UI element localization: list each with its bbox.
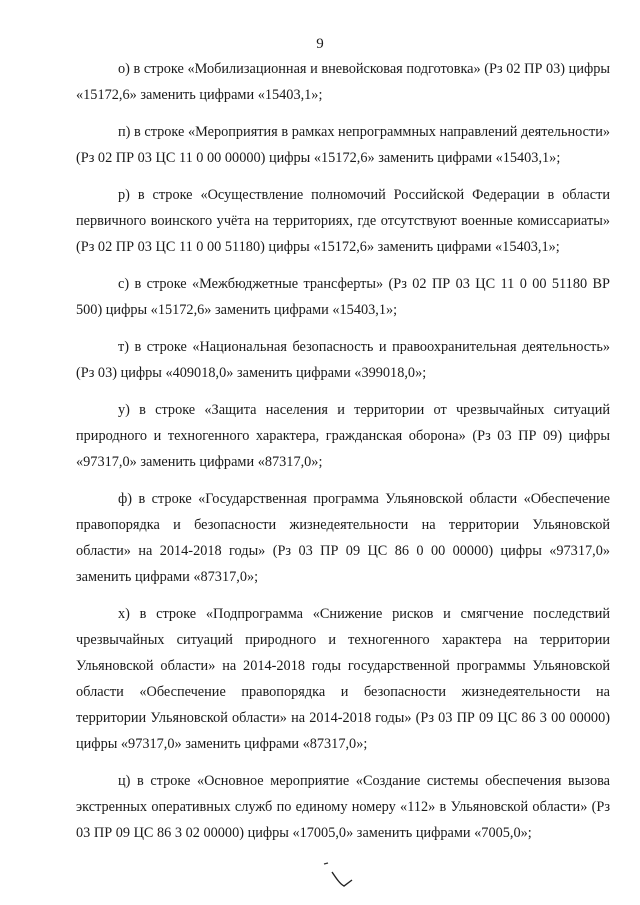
paragraph-t: т) в строке «Национальная безопасность и правоохранительная деятельность» (Рз 03) цифры «409018,0» заменить цифрами «399018,0»; xyxy=(76,339,610,381)
paragraph-u: у) в строке «Защита населения и территории от чрезвычайных ситуаций природного и техногенного характера, гражданская оборона» (Рз 03 ПР 09) цифры «97317,0» заменить цифрами «87317,0»; xyxy=(76,402,610,470)
paragraph-r: р) в строке «Осуществление полномочий Российской Федерации в области первичного воинского учёта на территориях, где отсутствуют военные комиссариаты» (Рз 02 ПР 03 ЦС 11 0 00 51180) цифры «15172,6» заменить цифрами «15403,1»; xyxy=(76,187,610,255)
paragraph-ts: ц) в строке «Основное мероприятие «Создание системы обеспечения вызова экстренных оперативных служб по единому номеру «112» в Ульяновской области» (Рз 03 ПР 09 ЦС 86 3 02 00000) цифры «17005,0» заменить цифрами «7005,0»; xyxy=(76,773,610,841)
paragraph-s: с) в строке «Межбюджетные трансферты» (Рз 02 ПР 03 ЦС 11 0 00 51180 ВР 500) цифры «15172,6» заменить цифрами «15403,1»; xyxy=(76,276,610,318)
paragraph-f: ф) в строке «Государственная программа Ульяновской области «Обеспечение правопорядка и безопасности жизнедеятельности на территории Ульяновской области» на 2014-2018 годы» (Рз 03 ПР 09 ЦС 86 0 00 00000) цифры «97317,0» заменить цифрами «87317,0»; xyxy=(76,491,610,585)
handwritten-mark-icon xyxy=(318,858,358,892)
document-body xyxy=(76,56,610,857)
paragraph-p: п) в строке «Мероприятия в рамках непрограммных направлений деятельности» (Рз 02 ПР 03 ЦС 11 0 00 00000) цифры «15172,6» заменить цифрами «15403,1»; xyxy=(76,124,610,166)
paragraph-kh: х) в строке «Подпрограмма «Снижение рисков и смягчение последствий чрезвычайных ситуаций природного и техногенного характера на территории Ульяновской области» на 2014-2018 годы государственной программы Ульяновской области «Обеспечение правопорядка и безопасности жизнедеятельности на территории Ульяновской области» на 2014-2018 годы» (Рз 03 ПР 09 ЦС 86 3 00 00000) цифры «97317,0» заменить цифрами «87317,0»; xyxy=(76,606,610,752)
page-number: 9 xyxy=(316,36,324,52)
paragraph-o: о) в строке «Мобилизационная и вневойсковая подготовка» (Рз 02 ПР 03) цифры «15172,6» заменить цифрами «15403,1»; xyxy=(76,61,610,103)
